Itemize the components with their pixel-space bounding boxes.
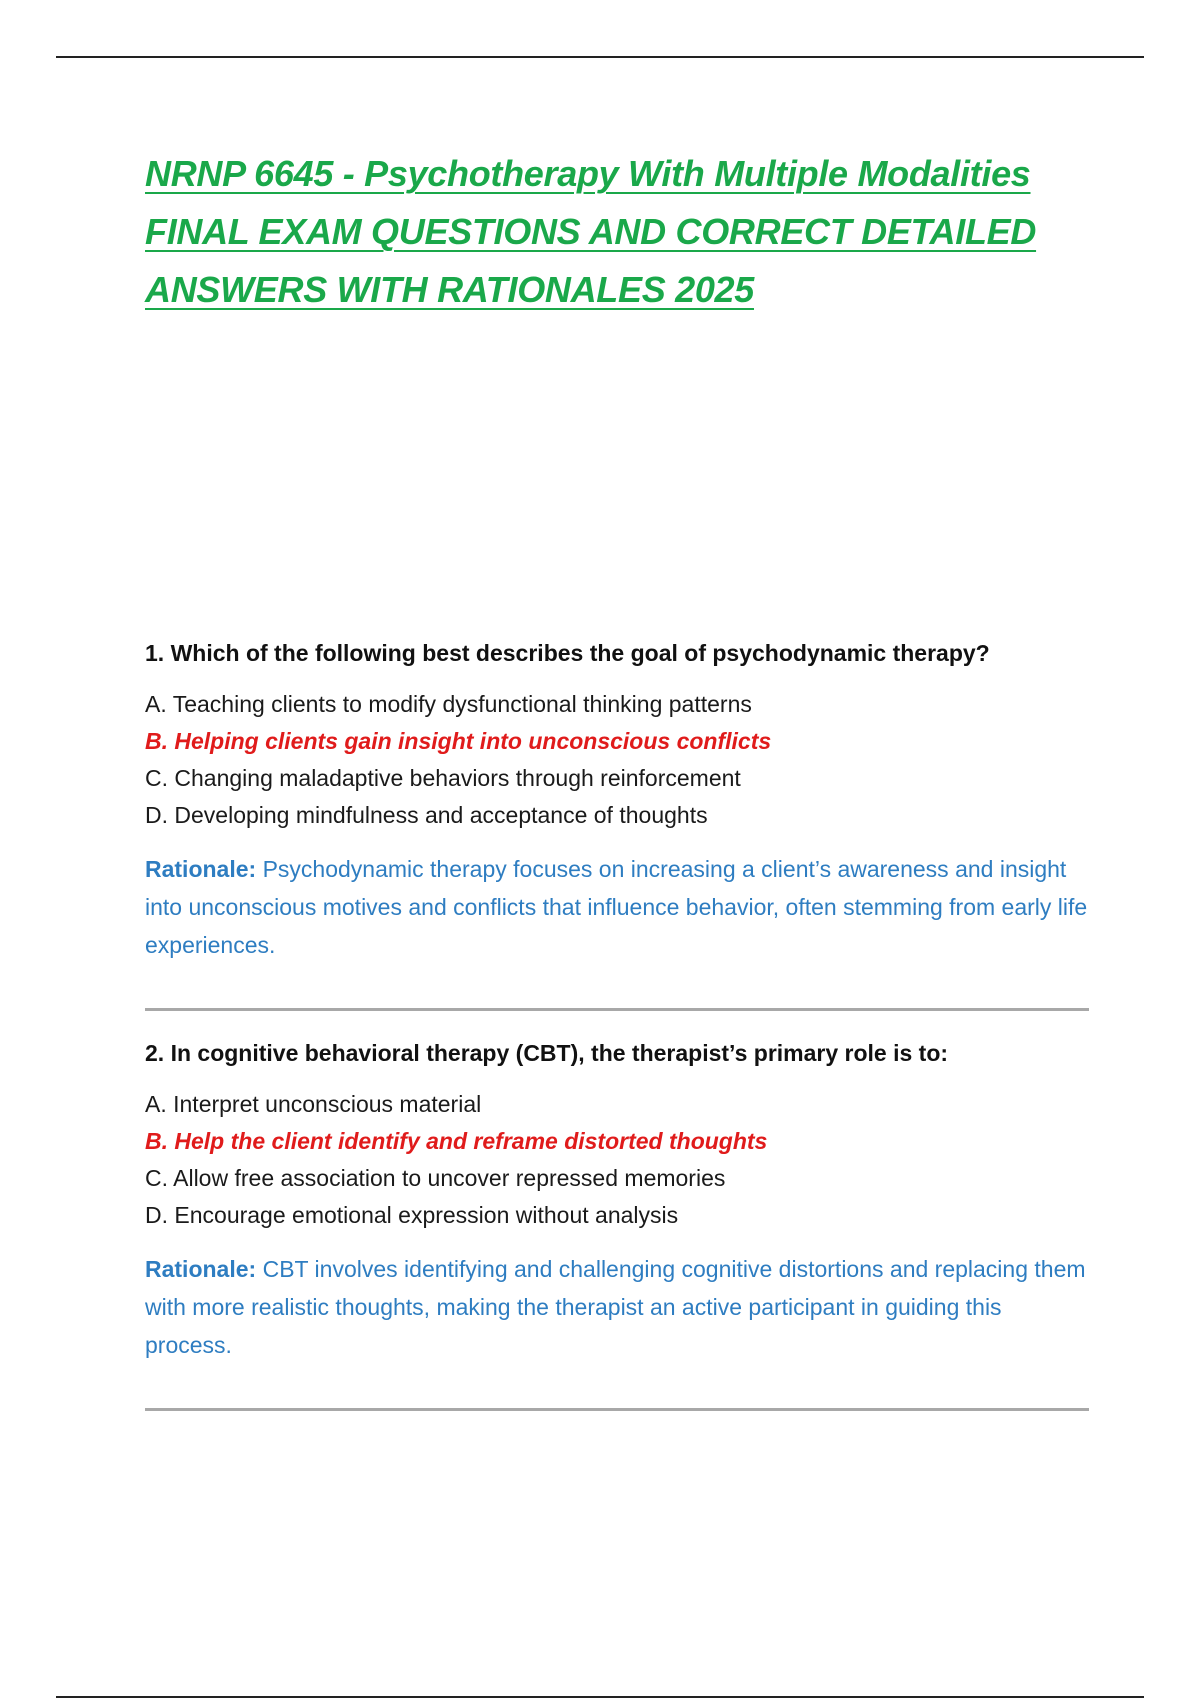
rationale-text: CBT involves identifying and challenging cognitive distortions and replacing them with more realistic thoughts, making the therapist an active participant in guiding this process. [145, 1256, 1086, 1358]
answer-option-d: D. Developing mindfulness and acceptance of thoughts [145, 802, 708, 828]
answer-option-c: C. Changing maladaptive behaviors through reinforcement [145, 765, 741, 791]
answer-option-d: D. Encourage emotional expression without analysis [145, 1202, 679, 1228]
section-divider-2 [145, 1408, 1089, 1411]
rationale-text: Psychodynamic therapy focuses on increasing a client’s awareness and insight into unconscious motives and conflicts that influence behavior, often stemming from early life experiences. [145, 856, 1088, 958]
question-block-1 [145, 634, 1090, 964]
question-block-2 [145, 1034, 1090, 1364]
answer-option-b-correct: B. Help the client identify and reframe distorted thoughts [145, 1128, 768, 1154]
rationale-label: Rationale: [145, 1256, 257, 1282]
answer-options [145, 686, 1090, 834]
answer-option-a: A. Interpret unconscious material [145, 1091, 482, 1117]
question-text: 2. In cognitive behavioral therapy (CBT), the therapist’s primary role is to: [145, 1040, 949, 1066]
answer-options [145, 1086, 1090, 1234]
answer-option-c: C. Allow free association to uncover repressed memories [145, 1165, 726, 1191]
rationale [145, 850, 1090, 964]
section-divider-1 [145, 1008, 1089, 1011]
document-title: NRNP 6645 - Psychotherapy With Multiple Modalities FINAL EXAM QUESTIONS AND CORRECT DETAILED ANSWERS WITH RATIONALES 2025 [145, 153, 1037, 310]
rationale [145, 1250, 1090, 1364]
rationale-label: Rationale: [145, 856, 257, 882]
page-top-rule [56, 56, 1144, 58]
question-text: 1. Which of the following best describes the goal of psychodynamic therapy? [145, 640, 990, 666]
page-bottom-rule [56, 1696, 1144, 1698]
answer-option-b-correct: B. Helping clients gain insight into unconscious conflicts [145, 728, 772, 754]
answer-option-a: A. Teaching clients to modify dysfunctional thinking patterns [145, 691, 752, 717]
